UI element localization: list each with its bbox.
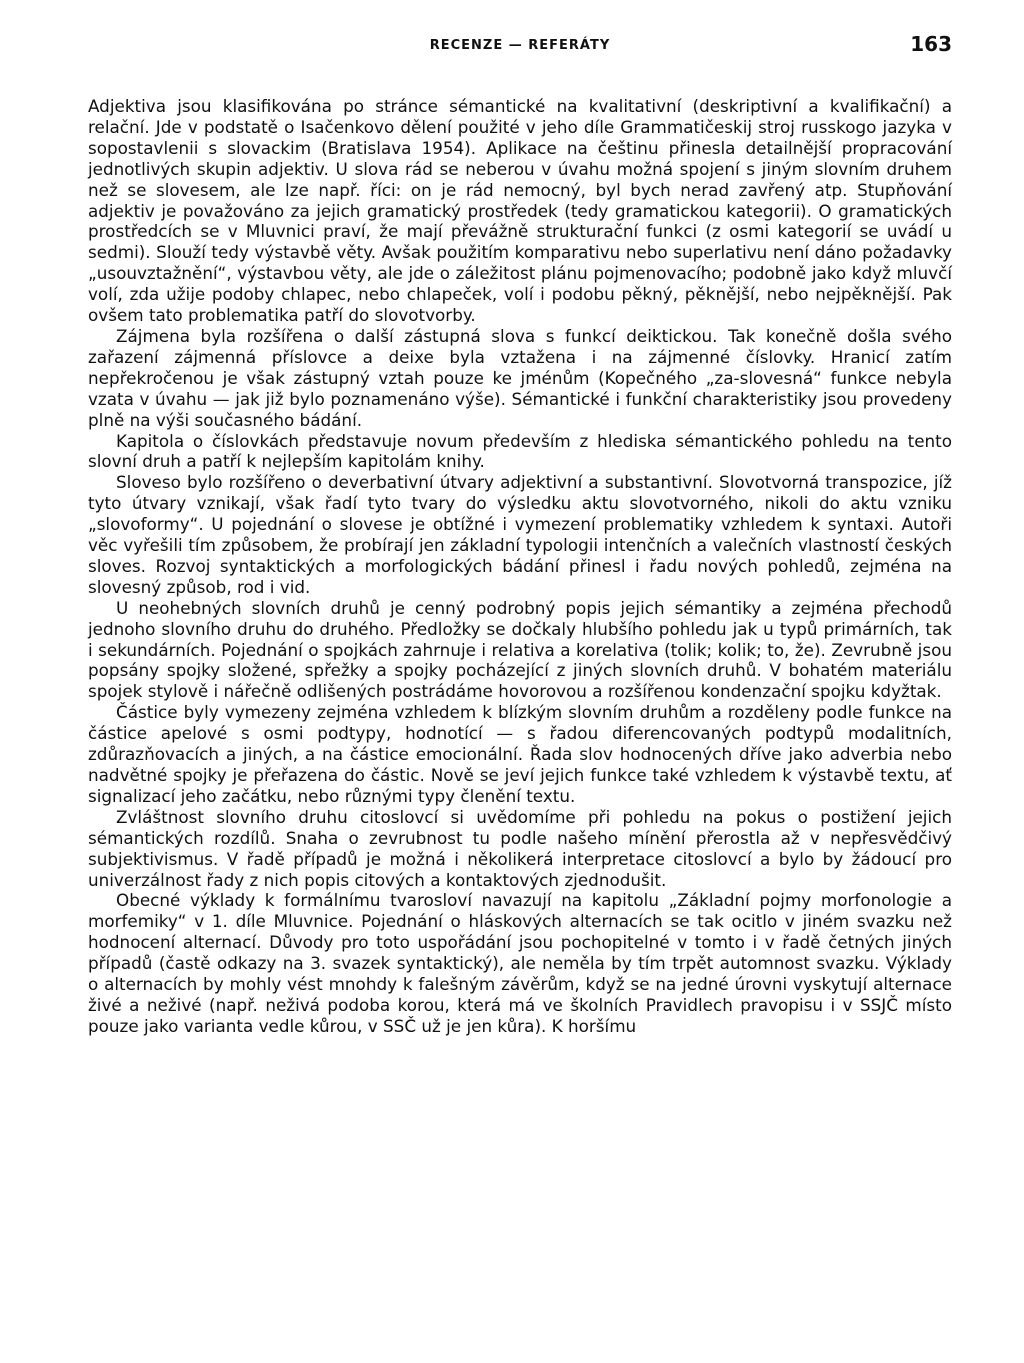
page (88, 32, 952, 1037)
paragraph-indeclinables: U neohebných slovních druhů je cenný podrobný popis jejich sémantiky a zejména přechodů jednoho slovního druhu do druhého. Předložky se dočkaly hlubšího pohledu jak u typů primárních, tak i sekundárních. Pojednání o spojkách zahrnuje i relativa a korelativa (tolik; kolik; to, že). Zevrubně jsou popsány spojky složené, spřežky a spojky pocházející z jiných slovních druhů. V bohatém materiálu spojek stylově i nářečně odlišených postrádáme hovorovou a rozšířenou kondenzační spojku kdyžtak. (88, 597, 952, 702)
paragraph-particles: Částice byly vymezeny zejména vzhledem k blízkým slovním druhům a rozděleny podle funkce na částice apelové s osmi podtypy, hodnotící — s řadou diferencovaných podtypů modalitních, zdůrazňovacích a jiných, a na částice emocionální. Řada slov hodnocených dříve jako adverbia nebo nadvětné spojky je přeřazena do částic. Nově se jeví jejich funkce také vzhledem k výstavbě textu, ať signalizací jeho začátku, nebo různými typy členění textu. (88, 702, 952, 806)
body-text (88, 96, 952, 1037)
paragraph-numerals: Kapitola o číslovkách představuje novum především z hlediska sémantického pohledu na tento slovní druh a patří k nejlepším kapitolám knihy. (88, 430, 952, 472)
running-title: RECENZE — REFERÁTY (429, 38, 611, 53)
paragraph-adjectives: Adjektiva jsou klasifikována po stránce sémantické na kvalitativní (deskriptivní a kvalifikační) a relační. Jde v podstatě o Isačenkovo dělení použité v jeho díle Grammatičeskij stroj russkogo jazyka v sopostavlenii s slovackim (Bratislava 1954). Aplikace na češtinu přinesla detailnější propracování jednotlivých skupin adjektiv. U slova rád se neberou v úvahu možná spojení s jiným slovním druhem než se slovesem, ale lze např. říci: on je rád nemocný, byl bych nerad zavřený atp. Stupňování adjektiv je považováno za jejich gramatický prostředek (tedy gramatickou kategorii). O gramatických prostředcích se v Mluvnici praví, že mají převážně strukturační funkci (z osmi kategorií se uvádí u sedmi). Slouží tedy výstavbě věty. Avšak použitím komparativu nebo superlativu není dáno požadavky „usouvztažnění“, výstavbou věty, ale jde o záležitost plánu pojmenovacího; podobně jako když mluvčí volí, zda užije podoby chlapec, nebo chlapeček, volí i podobu pěkný, pěknější, nebo nejpěknější. Pak ovšem tato problematika patří do slovotvorby. (88, 96, 952, 326)
paragraph-interjections: Zvláštnost slovního druhu citoslovcí si uvědomíme při pohledu na pokus o postižení jejich sémantických rozdílů. Snaha o zevrubnost tu podle našeho mínění přerostla až v nepřesvědčivý subjektivismus. V řadě případů je možná i několikerá interpretace citoslovcí a bylo by žádoucí pro univerzálnost řady z nich popis citových a kontaktových zjednodušit. (88, 806, 952, 890)
paragraph-pronouns: Zájmena byla rozšířena o další zástupná slova s funkcí deiktickou. Tak konečně došla svého zařazení zájmenná příslovce a deixe byla vztažena i na zájmenné číslovky. Hranicí zatím nepřekročenou je však zástupný vztah pouze ke jménům (Kopečného „za-slovesná“ funkce nebyla vzata v úvahu — jak již bylo poznamenáno výše). Sémantické i funkční charakteristiky jsou provedeny plně na výši současného bádání. (88, 325, 952, 430)
paragraph-verbs: Sloveso bylo rozšířeno o deverbativní útvary adjektivní a substantivní. Slovotvorná transpozice, jíž tyto útvary vznikají, však řadí tyto tvary do výsledku aktu slovotvorného, nikoli do aktu vzniku „slovoformy“. U pojednání o slovese je obtížné i vymezení problematiky vzhledem k syntaxi. Autoři věc vyřešili tím způsobem, že probírají jen základní typologii intenčních a valečních vlastností českých sloves. Rozvoj syntaktických a morfologických bádání přinesl i řadu nových pohledů, zejména na slovesný způsob, rod i vid. (88, 472, 952, 597)
paragraph-morphology: Obecné výklady k formálnímu tvarosloví navazují na kapitolu „Základní pojmy morfonologie a morfemiky“ v 1. díle Mluvnice. Pojednání o hláskových alternacích se tak ocitlo v jiném svazku než hodnocení alternací. Důvody pro toto uspořádání jsou pochopitelné v tomto i v řadě četných jiných případů (častě odkazy na 3. svazek syntaktický), ale neměla by tím trpět automnost svazku. Výklady o alternacích by mohly vést mnohdy k falešným závěrům, když se na jedné úrovni vyskytují alternace živé a neživé (např. neživá podoba korou, která má ve školních Pravidlech pravopisu i v SSJČ místo pouze jako varianta vedle kůrou, v SSČ už je jen kůra). K horšímu (88, 890, 952, 1036)
page-number: 163 (910, 32, 952, 56)
running-head (88, 32, 952, 66)
